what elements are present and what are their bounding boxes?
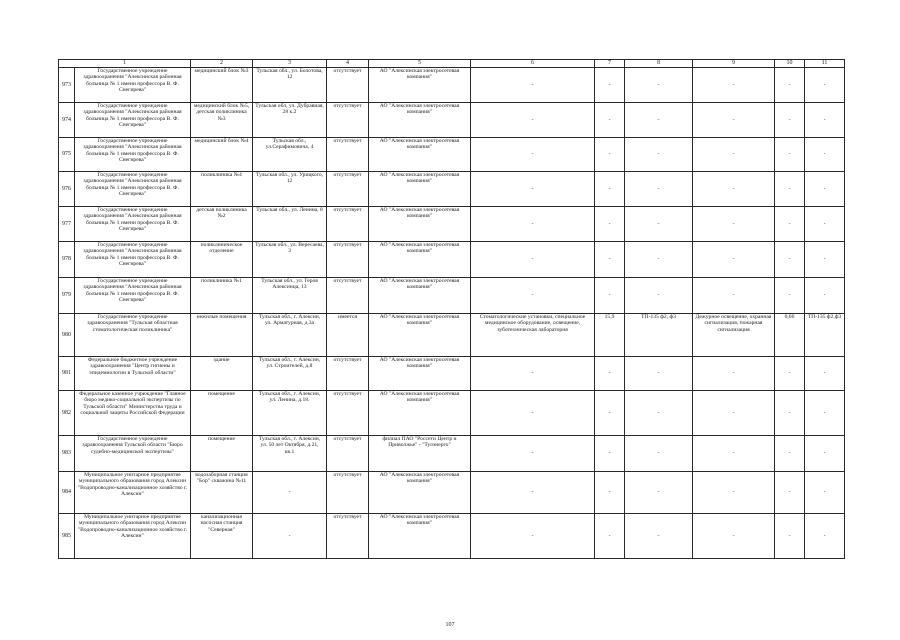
address-cell: Тульская обл, ул. Дубравная, 28 к.2 <box>253 103 327 138</box>
supplier-cell: АО "Алексинская электросетевая компания" <box>369 391 471 436</box>
backup-feeder-cell: - <box>805 391 845 436</box>
backup-feeder-cell: - <box>805 242 845 278</box>
table-row <box>59 278 845 314</box>
organization-cell: Государственное учреждение здравоохранения "Алексинская районная больница № 1 имени профессора В. Ф. Снегирева" <box>75 278 191 314</box>
address-cell: - <box>253 472 327 514</box>
row-number: 982 <box>59 391 75 436</box>
header-cell: 7 <box>595 60 625 68</box>
object-cell: медицинский блок №3 <box>191 68 253 103</box>
backup-feeder-cell: - <box>805 278 845 314</box>
supplier-cell: АО "Алексинская электросетевая компания" <box>369 357 471 391</box>
backup-load-cell: Дежурное освещение, охранная сигнализация, пожарная сигнализация <box>693 314 775 357</box>
row-number: 985 <box>59 514 75 559</box>
backup-power-cell: - <box>775 138 805 172</box>
power-cell: - <box>595 103 625 138</box>
availability-cell: отсутствует <box>327 207 369 242</box>
object-cell: поликлиническое отделение <box>191 242 253 278</box>
address-cell: Тульская обл., ул. Героя Алексинца, 13 <box>253 278 327 314</box>
feeder-cell: - <box>625 436 693 472</box>
table-row <box>59 314 845 357</box>
organization-cell: Государственное учреждение здравоохранения "Тульская областная стоматологическая поликлиника" <box>75 314 191 357</box>
equipment-cell: - <box>471 391 595 436</box>
header-cell: 11 <box>805 60 845 68</box>
supplier-cell: АО "Алексинская электросетевая компания" <box>369 314 471 357</box>
feeder-cell: - <box>625 391 693 436</box>
object-cell: помещение <box>191 436 253 472</box>
backup-load-cell: - <box>693 357 775 391</box>
supplier-cell: АО "Алексинская электросетевая компания" <box>369 68 471 103</box>
backup-load-cell: - <box>693 172 775 207</box>
table-row <box>59 514 845 559</box>
header-cell: 10 <box>775 60 805 68</box>
backup-power-cell: - <box>775 391 805 436</box>
organization-cell: Государственное учреждение здравоохранения Тульской области "Бюро судебно-медицинской экспертизы" <box>75 436 191 472</box>
backup-feeder-cell: - <box>805 436 845 472</box>
availability-cell: отсутствует <box>327 278 369 314</box>
backup-power-cell: - <box>775 242 805 278</box>
header-cell: 5 <box>369 60 471 68</box>
table-row <box>59 357 845 391</box>
backup-load-cell: - <box>693 436 775 472</box>
header-cell: 9 <box>693 60 775 68</box>
address-cell: Тульская обл., г. Алексин, ул. Арматурная, д.3а <box>253 314 327 357</box>
row-number: 977 <box>59 207 75 242</box>
feeder-cell: ТП-135 ф2, ф3 <box>625 314 693 357</box>
header-row <box>59 60 845 68</box>
header-cell: 1 <box>59 60 191 68</box>
organization-cell: Государственное учреждение здравоохранения "Алексинская районная больница № 1 имени профессора В. Ф. Снегирева" <box>75 68 191 103</box>
object-cell: помещение <box>191 391 253 436</box>
header-cell: 8 <box>625 60 693 68</box>
feeder-cell: - <box>625 68 693 103</box>
availability-cell: отсутствует <box>327 68 369 103</box>
row-number: 974 <box>59 103 75 138</box>
supplier-cell: АО "Алексинская электросетевая компания" <box>369 103 471 138</box>
supplier-cell: АО "Алексинская электросетевая компания" <box>369 278 471 314</box>
address-cell: Тульская обл., ул. Ленина, 8 <box>253 207 327 242</box>
backup-feeder-cell: - <box>805 207 845 242</box>
organization-cell: Муниципальное унитарное предприятие муниципального образования город Алексин "Водопроводно-канализационное хозяйство г. Алексин" <box>75 514 191 559</box>
equipment-cell: Стоматологические установки, специальное медицинское оборудование, освещение, зуботехническая лаборатория <box>471 314 595 357</box>
feeder-cell: - <box>625 207 693 242</box>
backup-power-cell: - <box>775 172 805 207</box>
power-cell: - <box>595 436 625 472</box>
row-number: 984 <box>59 472 75 514</box>
backup-feeder-cell: - <box>805 103 845 138</box>
organization-cell: Государственное учреждение здравоохранения "Алексинская районная больница № 1 имени профессора В. Ф. Снегирева" <box>75 138 191 172</box>
organization-cell: Федеральное казенное учреждение "Главное бюро медико-социальной экспертизы по Тульской области" Министерства труда и социальной защиты Российской Федерации <box>75 391 191 436</box>
backup-feeder-cell: - <box>805 172 845 207</box>
object-cell: нежилые помещения <box>191 314 253 357</box>
backup-load-cell: - <box>693 138 775 172</box>
availability-cell: отсутствует <box>327 138 369 172</box>
availability-cell: отсутствует <box>327 357 369 391</box>
backup-power-cell: - <box>775 278 805 314</box>
backup-load-cell: - <box>693 207 775 242</box>
header-cell: 3 <box>253 60 327 68</box>
table-row <box>59 472 845 514</box>
row-number: 983 <box>59 436 75 472</box>
supplier-cell: АО "Алексинская электросетевая компания" <box>369 138 471 172</box>
table-row <box>59 391 845 436</box>
equipment-cell: - <box>471 436 595 472</box>
address-cell: Тульская обл., г. Алексин, ул. Строителей, д.8 <box>253 357 327 391</box>
organization-cell: Государственное учреждение здравоохранения "Алексинская районная больница № 1 имени профессора В. Ф. Снегирева" <box>75 207 191 242</box>
backup-power-cell: - <box>775 472 805 514</box>
equipment-cell: - <box>471 68 595 103</box>
availability-cell: отсутствует <box>327 514 369 559</box>
address-cell: Тульская обл., ул. Вересаева, 3 <box>253 242 327 278</box>
supplier-cell: АО "Алексинская электросетевая компания" <box>369 514 471 559</box>
address-cell: Тульская обл., ул. Болотова, 12 <box>253 68 327 103</box>
header-cell: 6 <box>471 60 595 68</box>
backup-load-cell: - <box>693 68 775 103</box>
address-cell: Тульская обл., ул.Серафимовича, 4 <box>253 138 327 172</box>
backup-power-cell: - <box>775 103 805 138</box>
power-cell: - <box>595 138 625 172</box>
power-cell: - <box>595 472 625 514</box>
table-row <box>59 242 845 278</box>
row-number: 981 <box>59 357 75 391</box>
address-cell: Тульская обл., г. Алексин, ул. Ленина, д.18. <box>253 391 327 436</box>
table-row <box>59 103 845 138</box>
backup-load-cell: - <box>693 103 775 138</box>
equipment-cell: - <box>471 172 595 207</box>
backup-power-cell: - <box>775 68 805 103</box>
object-cell: медицинский блок №4 <box>191 138 253 172</box>
feeder-cell: - <box>625 472 693 514</box>
power-cell: - <box>595 514 625 559</box>
object-cell: медицинский блок №5, детская поликлиника №3 <box>191 103 253 138</box>
page-number: 107 <box>445 622 455 628</box>
backup-power-cell: - <box>775 514 805 559</box>
power-cell: - <box>595 242 625 278</box>
backup-feeder-cell: - <box>805 357 845 391</box>
availability-cell: отсутствует <box>327 103 369 138</box>
feeder-cell: - <box>625 514 693 559</box>
header-cell: 2 <box>191 60 253 68</box>
power-cell: 15,9 <box>595 314 625 357</box>
table-row <box>59 68 845 103</box>
power-cell: - <box>595 68 625 103</box>
supplier-cell: АО "Алексинская электросетевая компания" <box>369 207 471 242</box>
equipment-cell: - <box>471 514 595 559</box>
backup-load-cell: - <box>693 472 775 514</box>
backup-feeder-cell: - <box>805 68 845 103</box>
row-number: 973 <box>59 68 75 103</box>
backup-feeder-cell: ТП-135 ф2,ф3 <box>805 314 845 357</box>
backup-load-cell: - <box>693 514 775 559</box>
availability-cell: отсутствует <box>327 242 369 278</box>
feeder-cell: - <box>625 278 693 314</box>
supplier-cell: АО "Алексинская электросетевая компания" <box>369 472 471 514</box>
object-cell: детская поликлиника №2 <box>191 207 253 242</box>
feeder-cell: - <box>625 242 693 278</box>
feeder-cell: - <box>625 103 693 138</box>
address-cell: - <box>253 514 327 559</box>
row-number: 978 <box>59 242 75 278</box>
row-number: 979 <box>59 278 75 314</box>
backup-power-cell: 0,66 <box>775 314 805 357</box>
object-cell: поликлиника №4 <box>191 172 253 207</box>
supplier-cell: АО "Алексинская электросетевая компания" <box>369 242 471 278</box>
equipment-cell: - <box>471 103 595 138</box>
power-cell: - <box>595 278 625 314</box>
organization-cell: Государственное учреждение здравоохранения "Алексинская районная больница № 1 имени профессора В. Ф. Снегирева" <box>75 242 191 278</box>
backup-power-cell: - <box>775 436 805 472</box>
equipment-cell: - <box>471 207 595 242</box>
organization-cell: Государственное учреждение здравоохранения "Алексинская районная больница № 1 имени профессора В. Ф. Снегирева" <box>75 172 191 207</box>
equipment-cell: - <box>471 138 595 172</box>
availability-cell: отсутствует <box>327 391 369 436</box>
power-cell: - <box>595 172 625 207</box>
row-number: 980 <box>59 314 75 357</box>
availability-cell: отсутствует <box>327 172 369 207</box>
equipment-cell: - <box>471 278 595 314</box>
backup-power-cell: - <box>775 207 805 242</box>
feeder-cell: - <box>625 138 693 172</box>
availability-cell: отсутствует <box>327 472 369 514</box>
availability-cell: отсутствует <box>327 436 369 472</box>
data-table <box>58 59 845 559</box>
object-cell: канализационная насосная станция "Северная" <box>191 514 253 559</box>
header-cell: 4 <box>327 60 369 68</box>
table-row <box>59 436 845 472</box>
address-cell: Тульская обл., ул. Урицкого, 12 <box>253 172 327 207</box>
object-cell: поликлиника №1 <box>191 278 253 314</box>
address-cell: Тульская обл., г. Алексин, ул. 50 лет Октября, д.21, кв.1 <box>253 436 327 472</box>
row-number: 975 <box>59 138 75 172</box>
power-cell: - <box>595 391 625 436</box>
backup-load-cell: - <box>693 278 775 314</box>
supplier-cell: филиал ПАО "Россети Центр и Приволжье" - "Тулэнерго" <box>369 436 471 472</box>
power-cell: - <box>595 207 625 242</box>
supplier-cell: АО "Алексинская электросетевая компания" <box>369 172 471 207</box>
table-row <box>59 207 845 242</box>
backup-load-cell: - <box>693 391 775 436</box>
object-cell: водозаборная станция "Бор" скважина №11 <box>191 472 253 514</box>
organization-cell: Федеральное бюджетное учреждение здравоохранения "Центр гигиены и эпидемиологии в Тульской области" <box>75 357 191 391</box>
equipment-cell: - <box>471 357 595 391</box>
equipment-cell: - <box>471 242 595 278</box>
backup-load-cell: - <box>693 242 775 278</box>
backup-power-cell: - <box>775 357 805 391</box>
organization-cell: Государственное учреждение здравоохранения "Алексинская районная больница № 1 имени профессора В. Ф. Снегирева" <box>75 103 191 138</box>
backup-feeder-cell: - <box>805 514 845 559</box>
equipment-cell: - <box>471 472 595 514</box>
table-row <box>59 138 845 172</box>
row-number: 976 <box>59 172 75 207</box>
backup-feeder-cell: - <box>805 138 845 172</box>
organization-cell: Муниципальное унитарное предприятие муниципального образования город Алексин "Водопроводно-канализационное хозяйство г. Алексин" <box>75 472 191 514</box>
object-cell: здание <box>191 357 253 391</box>
availability-cell: имеется <box>327 314 369 357</box>
power-cell: - <box>595 357 625 391</box>
backup-feeder-cell: - <box>805 472 845 514</box>
feeder-cell: - <box>625 172 693 207</box>
feeder-cell: - <box>625 357 693 391</box>
table-row <box>59 172 845 207</box>
